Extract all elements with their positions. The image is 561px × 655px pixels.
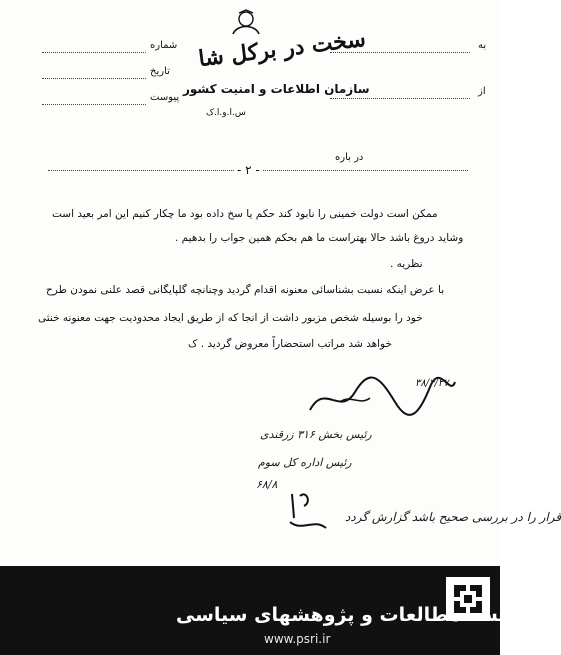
hand-note-1: رئیس بخش ۳۱۶ زرقندی (260, 428, 372, 441)
initials-scribble-icon (282, 488, 332, 536)
footer-url[interactable]: www.psri.ir (264, 632, 331, 646)
from-label: از (478, 86, 486, 97)
org-title: سخت در برکل شا (197, 25, 368, 73)
org-code: س.ا.و.ا.ک (206, 108, 246, 118)
footer-title: مؤسسه مطالعات و پژوهشهای سیاسی (176, 604, 541, 626)
number-dots (42, 52, 146, 53)
to-label: به (478, 40, 487, 51)
hand-date-2: ۶۸/۸ (256, 478, 278, 491)
hand-margin-note: قرار را در بررسی صحیح باشد گزارش گردد (345, 510, 561, 524)
hand-note-2: رئیس اداره کل سوم (258, 456, 352, 469)
body-line-2: وشاید دروغ باشد حالا بهتراست ما هم بحکم همین جواب را بدهیم . (175, 232, 464, 244)
attachment-dots (42, 104, 146, 105)
body-line-3: نظریه . (390, 258, 423, 270)
number-label: شماره (150, 40, 178, 51)
attachment-label: پیوست (150, 92, 180, 103)
date-dots (42, 78, 146, 79)
lion-sun-emblem-icon (225, 10, 267, 36)
date-label: تاریخ (150, 66, 170, 77)
hand-date-1: ۳۸/۴/۲۷ (415, 378, 449, 389)
body-line-5: خود را بوسیله شخص مزبور داشت از انجا که از طریق ایجاد محدودیت جهت معنونه خنثی (38, 312, 423, 324)
from-dots (330, 98, 470, 99)
body-line-6: خواهد شد مراتب استحضاراً معروض گردید . ک (188, 338, 392, 350)
body-line-1: ممکن است دولت خمینی را نابود کند حکم یا سخ داده بود ما چکار کنیم این امر بعید است (52, 208, 438, 220)
body-line-4: با عرض اینکه نسبت بشناسائی معنونه اقدام گردید وچنانچه گلپایگانی قصد علنی نمودن طرح (46, 284, 445, 296)
org-subtitle: سازمان اطلاعات و امنیت کشور (183, 82, 370, 96)
page-marker: - ۲ - (234, 163, 263, 177)
subject-label: در باره (335, 152, 364, 163)
